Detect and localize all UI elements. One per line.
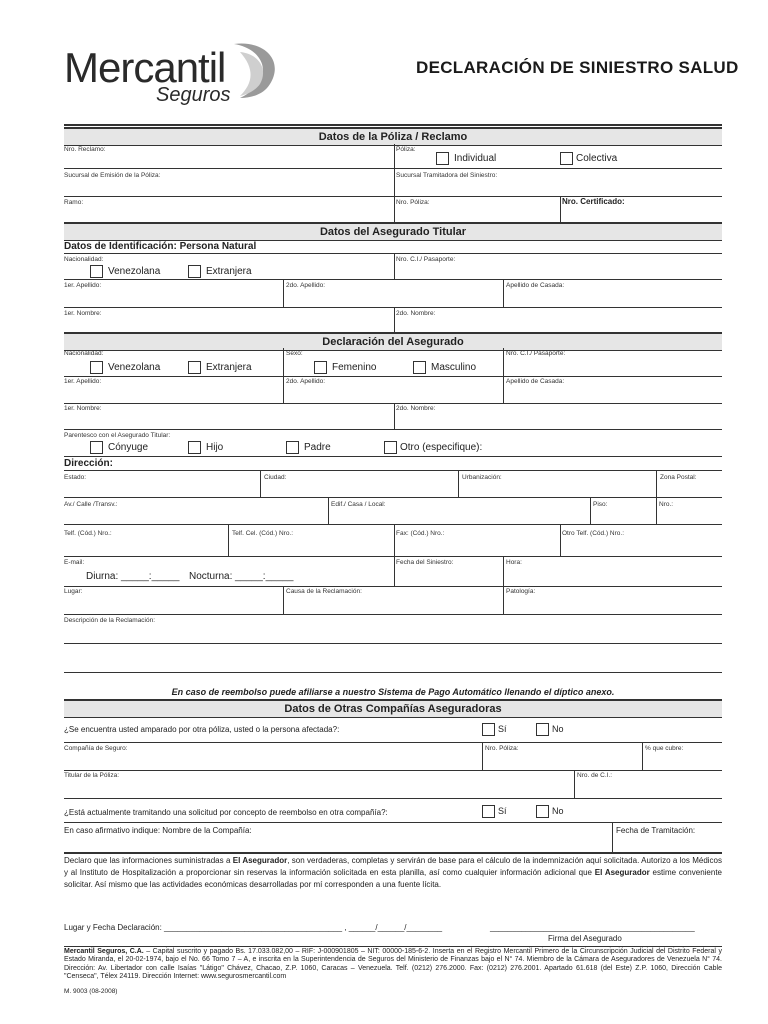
form-code: M. 9003 (08-2008) <box>64 988 118 995</box>
causa-label: Causa de la Reclamación: <box>286 588 362 595</box>
reembolso-question: ¿Está actualmente tramitando una solicitud por concepto de reembolso en otra compañía?: <box>64 808 388 817</box>
row-rule <box>64 429 722 430</box>
patologia-label: Patología: <box>506 588 536 595</box>
row-rule <box>64 376 722 377</box>
nro-reclamo-label: Nro. Reclamo: <box>64 146 106 153</box>
diurna-blank[interactable]: _____:_____ <box>121 571 180 582</box>
otro-telf-label: Otro Telf. (Cód.) Nro.: <box>562 530 625 537</box>
divider <box>228 524 229 556</box>
otra-poliza-si-label: Sí <box>498 724 507 734</box>
row-rule <box>64 470 722 471</box>
divider <box>503 556 504 586</box>
piso-label: Piso: <box>593 501 608 508</box>
fax-label: Fax: (Cód.) Nro.: <box>396 530 445 537</box>
fecha-tramitacion-label: Fecha de Tramitación: <box>616 826 696 835</box>
declaration-text: estime conveniente solicitar. Así mismo que las actividades económicas desarrolladas por mí corresponden a una fuente lícita. <box>64 868 722 889</box>
declaration-bold: El Asegurador <box>594 868 650 877</box>
otra-poliza-question: ¿Se encuentra usted amparado por otra póliza, usted o la persona afectada?: <box>64 725 340 734</box>
titular-poliza-label: Titular de la Póliza: <box>64 772 120 779</box>
titular-apellido1-label: 1er. Apellido: <box>64 282 102 289</box>
divider <box>394 403 395 429</box>
urbanizacion-label: Urbanización: <box>462 474 502 481</box>
row-rule <box>64 556 722 557</box>
description-line-1 <box>64 643 722 644</box>
poliza-label: Póliza: <box>396 146 416 153</box>
divider <box>458 470 459 497</box>
row-rule <box>64 253 722 254</box>
row-rule <box>64 742 722 743</box>
colectiva-label: Colectiva <box>576 153 618 164</box>
hijo-label: Hijo <box>206 442 224 453</box>
divider <box>328 497 329 524</box>
divider <box>394 253 395 279</box>
nocturna-blank[interactable]: _____:_____ <box>235 571 294 582</box>
divider <box>260 470 261 497</box>
footer-company: Mercantil Seguros, C.A. <box>64 948 144 955</box>
footer-rule <box>64 946 722 947</box>
ciudad-label: Ciudad: <box>264 474 287 481</box>
masculino-label: Masculino <box>431 362 477 373</box>
asegurado-nombre1-label: 1er. Nombre: <box>64 405 102 412</box>
compania-label: Compañía de Seguro: <box>64 745 128 752</box>
asegurado-nacionalidad-label: Nacionalidad: <box>64 350 104 357</box>
section-declaracion-header: Declaración del Asegurado <box>64 332 722 351</box>
footer-text: – Capital suscrito y pagado Bs. 17.033.082,00 – RIF: J-000901805 – NIT: 00000-185-6-2. Inserta en el Registro Mercantil Primero de la Circunscripción Judicial del Distrito Federal y Estado Miranda, el 20-02-1974, bajo el No. 66 Tomo 7 – A, e inscrita en la Superintendencia de Seguros del Ministerio de Finanzas bajo el N° 74. Miembro de la Cámara de Aseguradores de Venezuela N° 74. Dirección: Av. Libertador con calle Isaías "Látigo" Chávez, Chacao, Z.P. 1060, Caracas – Venezuela. Telf. (0212) 276.2000. Fax: (0212) 276.2001. Apartado 61.618 (del Este) Z.P. 1060, Dirección Cable "Censeca", Télex 24119. Dirección Internet: www.segurosmercantil.com <box>64 948 722 981</box>
ramo-label: Ramo: <box>64 199 84 206</box>
divider <box>283 279 284 307</box>
reembolso-no-checkbox[interactable] <box>536 805 549 818</box>
row-rule <box>64 822 722 823</box>
descripcion-label: Descripción de la Reclamación: <box>64 617 156 624</box>
legal-footer <box>64 948 722 982</box>
brand-logo-subtext: Seguros <box>156 84 231 106</box>
nro-label: Nro.: <box>659 501 674 508</box>
nro-poliza-label: Nro. Póliza: <box>396 199 430 206</box>
divider <box>656 497 657 524</box>
otra-poliza-no-checkbox[interactable] <box>536 723 549 736</box>
divider <box>283 586 284 614</box>
divider <box>503 586 504 614</box>
reembolso-si-checkbox[interactable] <box>482 805 495 818</box>
row-rule <box>64 403 722 404</box>
divider <box>283 376 284 403</box>
asegurado-apellido2-label: 2do. Apellido: <box>286 378 326 385</box>
conyuge-checkbox[interactable] <box>90 441 103 454</box>
femenino-checkbox[interactable] <box>314 361 327 374</box>
conyuge-label: Cónyuge <box>108 442 149 453</box>
email-label: E-mail: <box>64 559 85 566</box>
row-rule <box>64 307 722 308</box>
lugar-label: Lugar: <box>64 588 83 595</box>
section-titular-header: Datos del Asegurado Titular <box>64 222 722 241</box>
asegurado-apellido1-label: 1er. Apellido: <box>64 378 102 385</box>
divider <box>560 196 561 224</box>
asegurado-extranjera-label: Extranjera <box>206 362 252 373</box>
document-title: DECLARACIÓN DE SINIESTRO SALUD <box>416 58 739 77</box>
otro-checkbox[interactable] <box>384 441 397 454</box>
colectiva-checkbox[interactable] <box>560 152 573 165</box>
av-calle-label: Av./ Calle /Transv.: <box>64 501 118 508</box>
row-rule <box>64 524 722 525</box>
section-otras-companias-header: Datos de Otras Compañías Aseguradoras <box>64 699 722 718</box>
edif-label: Edif./ Casa / Local: <box>331 501 386 508</box>
zona-postal-label: Zona Postal: <box>660 474 697 481</box>
titular-nombre1-label: 1er. Nombre: <box>64 310 102 317</box>
row-rule <box>64 770 722 771</box>
divider <box>503 376 504 403</box>
masculino-checkbox[interactable] <box>413 361 426 374</box>
top-rule <box>64 124 722 126</box>
hijo-checkbox[interactable] <box>188 441 201 454</box>
nro-certificado-label: Nro. Certificado: <box>562 197 625 206</box>
hora-label: Hora: <box>506 559 522 566</box>
description-line-2 <box>64 672 722 673</box>
divider <box>283 348 284 376</box>
otra-poliza-si-checkbox[interactable] <box>482 723 495 736</box>
otro-label: Otro (especifique): <box>400 442 483 453</box>
fecha-siniestro-label: Fecha del Siniestro: <box>396 559 454 566</box>
lugar-fecha-line[interactable]: Lugar y Fecha Declaración: ________________________________________ , ______/______/________ <box>64 923 443 932</box>
sucursal-tramitadora-label: Sucursal Tramitadora del Siniestro: <box>396 172 498 179</box>
padre-label: Padre <box>304 442 331 453</box>
femenino-label: Femenino <box>332 362 377 373</box>
row-rule <box>64 168 722 169</box>
firma-line[interactable]: ______________________________________________ <box>490 923 695 932</box>
extranjera-label: Extranjera <box>206 266 252 277</box>
nocturna-label: Nocturna: <box>189 571 233 582</box>
extranjera-checkbox[interactable] <box>188 265 201 278</box>
row-rule <box>64 497 722 498</box>
divider <box>574 770 575 798</box>
reembolso-no-label: No <box>552 806 564 816</box>
venezolana-label: Venezolana <box>108 266 161 277</box>
asegurado-venezolana-checkbox[interactable] <box>90 361 103 374</box>
divider <box>394 307 395 334</box>
titular-nombre2-label: 2do. Nombre: <box>396 310 436 317</box>
direccion-heading: Dirección: <box>64 458 113 469</box>
asegurado-nombre2-label: 2do. Nombre: <box>396 405 436 412</box>
row-rule <box>64 798 722 799</box>
padre-checkbox[interactable] <box>286 441 299 454</box>
brand-swoosh-icon <box>226 40 280 102</box>
reembolso-si-label: Sí <box>498 806 507 816</box>
otra-nro-poliza-label: Nro. Póliza: <box>485 745 519 752</box>
divider <box>394 556 395 586</box>
estado-label: Estado: <box>64 474 87 481</box>
asegurado-ci-label: Nro. C.I./ Pasaporte: <box>506 350 566 357</box>
titular-apellido-casada-label: Apellido de Casada: <box>506 282 565 289</box>
reembolso-note: En caso de reembolso puede afiliarse a nuestro Sistema de Pago Automático llenando el díptico anexo. <box>171 687 615 697</box>
divider <box>394 524 395 556</box>
asegurado-venezolana-label: Venezolana <box>108 362 161 373</box>
venezolana-checkbox[interactable] <box>90 265 103 278</box>
individual-label: Individual <box>454 153 497 164</box>
row-rule <box>64 614 722 615</box>
brand-logo-text: Mercantil <box>64 44 226 91</box>
divider <box>560 524 561 556</box>
asegurado-extranjera-checkbox[interactable] <box>188 361 201 374</box>
divider <box>590 497 591 524</box>
titular-ci-label: Nro. C.I./ Pasaporte: <box>396 256 456 263</box>
otra-poliza-no-label: No <box>552 724 564 734</box>
section-poliza-header: Datos de la Póliza / Reclamo <box>64 127 722 146</box>
individual-checkbox[interactable] <box>436 152 449 165</box>
declaration-text: Declaro que las informaciones suministradas a <box>64 856 233 865</box>
afirmativo-label: En caso afirmativo indique: Nombre de la Compañía: <box>64 826 252 835</box>
diurna-label: Diurna: <box>86 571 119 582</box>
titular-apellido2-label: 2do. Apellido: <box>286 282 326 289</box>
declaration-paragraph <box>64 855 722 891</box>
divider <box>503 348 504 376</box>
asegurado-apellido-casada-label: Apellido de Casada: <box>506 378 565 385</box>
declaration-bold: El Asegurador <box>232 856 288 865</box>
sexo-label: Sexo: <box>286 350 303 357</box>
firma-label: Firma del Asegurado <box>548 934 622 943</box>
row-rule <box>64 852 722 854</box>
pct-cubre-label: % que cubre: <box>645 745 684 752</box>
divider <box>642 742 643 770</box>
row-rule <box>64 586 722 587</box>
row-rule <box>64 279 722 280</box>
telf-cel-label: Telf. Cel. (Cód.) Nro.: <box>232 530 294 537</box>
row-rule <box>64 456 722 457</box>
divider <box>482 742 483 770</box>
declaration-text: , son verdaderas, completas y servirán de base para el cálculo de la indemnización aquí solicitada. Autorizo a los Médicos y al Instituto de Hospitalización a proporcionar sin reservas la información solicitada en esta planilla, así como cualquier información adicional que <box>64 856 722 877</box>
sucursal-emision-label: Sucursal de Emisión de la Póliza: <box>64 172 161 179</box>
divider <box>612 822 613 852</box>
nacionalidad-label: Nacionalidad: <box>64 256 104 263</box>
divider <box>656 470 657 497</box>
telf-label: Telf. (Cód.) Nro.: <box>64 530 112 537</box>
divider <box>394 144 395 224</box>
otra-nro-ci-label: Nro. de C.I.: <box>577 772 613 779</box>
identificacion-subheading: Datos de Identificación: Persona Natural <box>64 241 257 252</box>
divider <box>503 279 504 307</box>
parentesco-label: Parentesco con el Asegurado Titular: <box>64 432 171 439</box>
